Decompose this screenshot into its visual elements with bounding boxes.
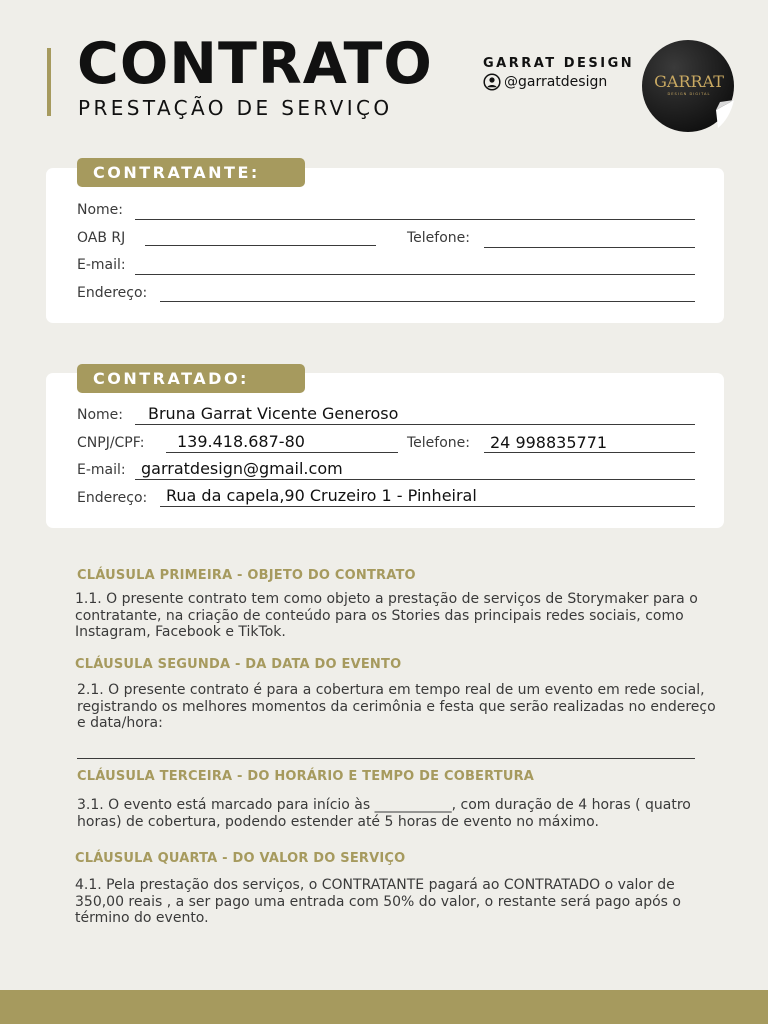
contratado-heading: CONTRATADO: bbox=[77, 364, 305, 393]
contratado-telefone-field[interactable] bbox=[484, 452, 695, 453]
contratante-email-label: E-mail: bbox=[77, 257, 126, 273]
clause-3-heading: CLÁUSULA TERCEIRA - DO HORÁRIO E TEMPO DE COBERTURA bbox=[77, 769, 535, 784]
contratante-telefone-field[interactable] bbox=[484, 247, 695, 248]
clause-2-text: 2.1. O presente contrato é para a cobertura em tempo real de um evento em rede social, registrando os melhores momentos da cerimônia e festa que serão realizadas no endereço e data/hora: bbox=[77, 682, 716, 731]
contratado-endereco-label: Endereço: bbox=[77, 490, 148, 506]
contratado-endereco-field[interactable] bbox=[160, 506, 695, 507]
clause-4-text: 4.1. Pela prestação dos serviços, o CONTRATANTE pagará ao CONTRATADO o valor de 350,00 reais , a ser pago uma entrada com 50% do valor, o restante será pago após o término do evento. bbox=[75, 877, 681, 926]
contratante-heading: CONTRATANTE: bbox=[77, 158, 305, 187]
brand-handle-text: @garratdesign bbox=[504, 74, 608, 90]
contratado-telefone-value: 24 998835771 bbox=[490, 433, 608, 452]
contratante-nome-field[interactable] bbox=[135, 219, 695, 220]
contratante-email-field[interactable] bbox=[135, 274, 695, 275]
contratado-email-label: E-mail: bbox=[77, 462, 126, 478]
clause-3-text: 3.1. O evento está marcado para início às ___________, com duração de 4 horas ( quatro horas) de cobertura, podendo estender até 5 horas de evento no máximo. bbox=[77, 797, 691, 830]
page-title: CONTRATO bbox=[77, 31, 433, 97]
footer-bar bbox=[0, 990, 768, 1024]
brand-name: GARRAT DESIGN bbox=[483, 56, 635, 71]
logo-subtext: DESIGN DIGITAL bbox=[667, 92, 711, 96]
contratante-endereco-field[interactable] bbox=[160, 301, 695, 302]
contratante-endereco-label: Endereço: bbox=[77, 285, 148, 301]
contratante-nome-label: Nome: bbox=[77, 202, 124, 218]
contratante-telefone-label: Telefone: bbox=[407, 230, 470, 246]
contratado-nome-value: Bruna Garrat Vicente Generoso bbox=[148, 404, 399, 423]
logo-text: GARRAT bbox=[654, 72, 724, 91]
title-accent-bar bbox=[47, 48, 51, 116]
contratado-cnpj-field[interactable] bbox=[166, 452, 398, 453]
clause-1-text: 1.1. O presente contrato tem como objeto a prestação de serviços de Storymaker para o contratante, na criação de conteúdo para os Stories das principais redes sociais, como Instagram, Facebook e TikTok. bbox=[75, 591, 698, 640]
contratado-nome-label: Nome: bbox=[77, 407, 124, 423]
contratante-oab-label: OAB RJ bbox=[77, 230, 126, 246]
clause-2-heading: CLÁUSULA SEGUNDA - DA DATA DO EVENTO bbox=[75, 657, 402, 672]
contratado-telefone-label: Telefone: bbox=[407, 435, 470, 451]
contratado-cnpj-value: 139.418.687-80 bbox=[177, 432, 305, 451]
contratado-cnpj-label: CNPJ/CPF: bbox=[77, 435, 145, 451]
brand-logo-sticker bbox=[638, 40, 738, 132]
page-subtitle: PRESTAÇÃO DE SERVIÇO bbox=[78, 96, 393, 120]
brand-handle bbox=[483, 73, 607, 91]
user-icon bbox=[483, 73, 501, 91]
contratado-endereco-value: Rua da capela,90 Cruzeiro 1 - Pinheiral bbox=[166, 486, 477, 505]
contratado-nome-field[interactable] bbox=[135, 424, 695, 425]
clause-2-date-field[interactable] bbox=[77, 758, 695, 759]
contratado-email-value: garratdesign@gmail.com bbox=[141, 459, 343, 478]
clause-1-heading: CLÁUSULA PRIMEIRA - OBJETO DO CONTRATO bbox=[77, 568, 416, 583]
contratado-email-field[interactable] bbox=[135, 479, 695, 480]
contratante-oab-field[interactable] bbox=[145, 245, 376, 246]
clause-4-heading: CLÁUSULA QUARTA - DO VALOR DO SERVIÇO bbox=[75, 851, 406, 866]
